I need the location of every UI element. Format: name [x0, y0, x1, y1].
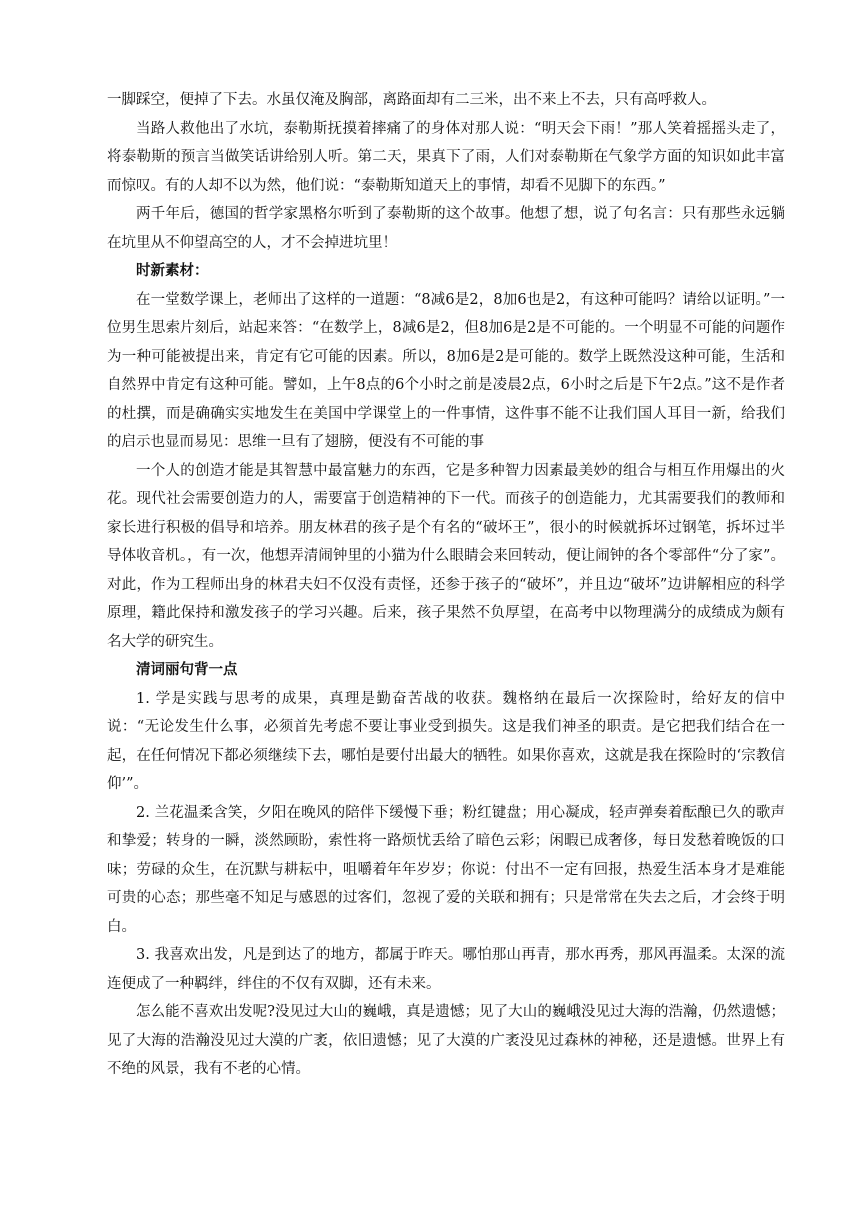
paragraph: 在一堂数学课上，老师出了这样的一道题：“8减6是2，8加6也是2，有这种可能吗？请给以证明。”一位男生思索片刻后，站起来答：“在数学上，8减6是2，但8加6是2是不可能的。一个明显不可能的问题作为一种可能被提出来，肯定有它可能的因素。所以，8加6是2是可能的。数学上既然没这种可能，生活和自然界中肯定有这种可能。譬如，上午8点的6个小时之前是凌晨2点，6小时之后是下午2点。”这不是作者的杜撰，而是确确实实地发生在美国中学课堂上的一件事情，这件事不能不让我们国人耳目一新，给我们的启示也显而易见：思维一旦有了翅膀，便没有不可能的事: [107, 291, 785, 450]
paragraph: 1. 学是实践与思考的成果，真理是勤奋苦战的收获。魏格纳在最后一次探险时，给好友的信中说：“无论发生什么事，必须首先考虑不要让事业受到损失。这是我们神圣的职责。是它把我们结合在一起，在任何情况下都必须继续下去，哪怕是要付出最大的牺牲。如果你喜欢，这就是我在探险时的‘宗教信仰’”。: [107, 690, 785, 792]
paragraph: 2. 兰花温柔含笑，夕阳在晚风的陪伴下缓慢下垂；粉红键盘；用心凝成，轻声弹奏着酝酿已久的歌声和挚爱；转身的一瞬，淡然顾盼，索性将一路烦忧丢给了暗色云彩；闲暇已成奢侈，每日发愁着晚饭的口味；劳碌的众生，在沉默与耕耘中，咀嚼着年年岁岁；你说：付出不一定有回报，热爱生活本身才是难能可贵的心态；那些毫不知足与感恩的过客们，忽视了爱的关联和拥有；只是常常在失去之后，才会终于明白。: [107, 804, 785, 935]
section-heading: 清词丽句背一点: [136, 662, 238, 678]
paragraph: 一个人的创造才能是其智慧中最富魅力的东西，它是多种智力因素最美妙的组合与相互作用爆出的火花。现代社会需要创造力的人，需要富于创造精神的下一代。而孩子的创造能力，尤其需要我们的教师和家长进行积极的倡导和培养。朋友林君的孩子是个有名的“破坏王”，很小的时候就拆坏过钢笔，拆坏过半导体收音机。，有一次，他想弄清闹钟里的小猫为什么眼睛会来回转动，便让闹钟的各个零部件“分了家”。对此，作为工程师出身的林君夫妇不仅没有责怪，还参于孩子的“破坏”，并且边“破坏”边讲解相应的科学原理，籍此保持和激发孩子的学习兴趣。后来，孩子果然不负厚望，在高考中以物理满分的成绩成为颇有名大学的研究生。: [107, 462, 785, 650]
paragraph: 当路人救他出了水坑，泰勒斯抚摸着摔痛了的身体对那人说：“明天会下雨！”那人笑着摇摇头走了，将泰勒斯的预言当做笑话讲给别人听。第二天，果真下了雨，人们对泰勒斯在气象学方面的知识如此丰富而惊叹。有的人却不以为然，他们说：“泰勒斯知道天上的事情，却看不见脚下的东西。”: [107, 120, 785, 194]
document-body: [107, 86, 785, 1084]
paragraph: 两千年后，德国的哲学家黑格尔听到了泰勒斯的这个故事。他想了想，说了句名言：只有那些永远躺在坑里从不仰望高空的人，才不会掉进坑里！: [107, 206, 785, 251]
paragraph: 怎么能不喜欢出发呢?没见过大山的巍峨，真是遗憾；见了大山的巍峨没见过大海的浩瀚，仍然遗憾；见了大海的浩瀚没见过大漠的广袤，依旧遗憾；见了大漠的广袤没见过森林的神秘，还是遗憾。世界上有不绝的风景，我有不老的心情。: [107, 1004, 785, 1077]
paragraph: 一脚踩空，便掉了下去。水虽仅淹及胸部，离路面却有二三米，出不来上不去，只有高呼救人。: [107, 92, 716, 108]
section-heading: 时新素材：: [136, 263, 209, 279]
paragraph: 3. 我喜欢出发，凡是到达了的地方，都属于昨天。哪怕那山再青，那水再秀，那风再温柔。太深的流连便成了一种羁绊，绊住的不仅有双脚，还有未来。: [107, 947, 785, 992]
